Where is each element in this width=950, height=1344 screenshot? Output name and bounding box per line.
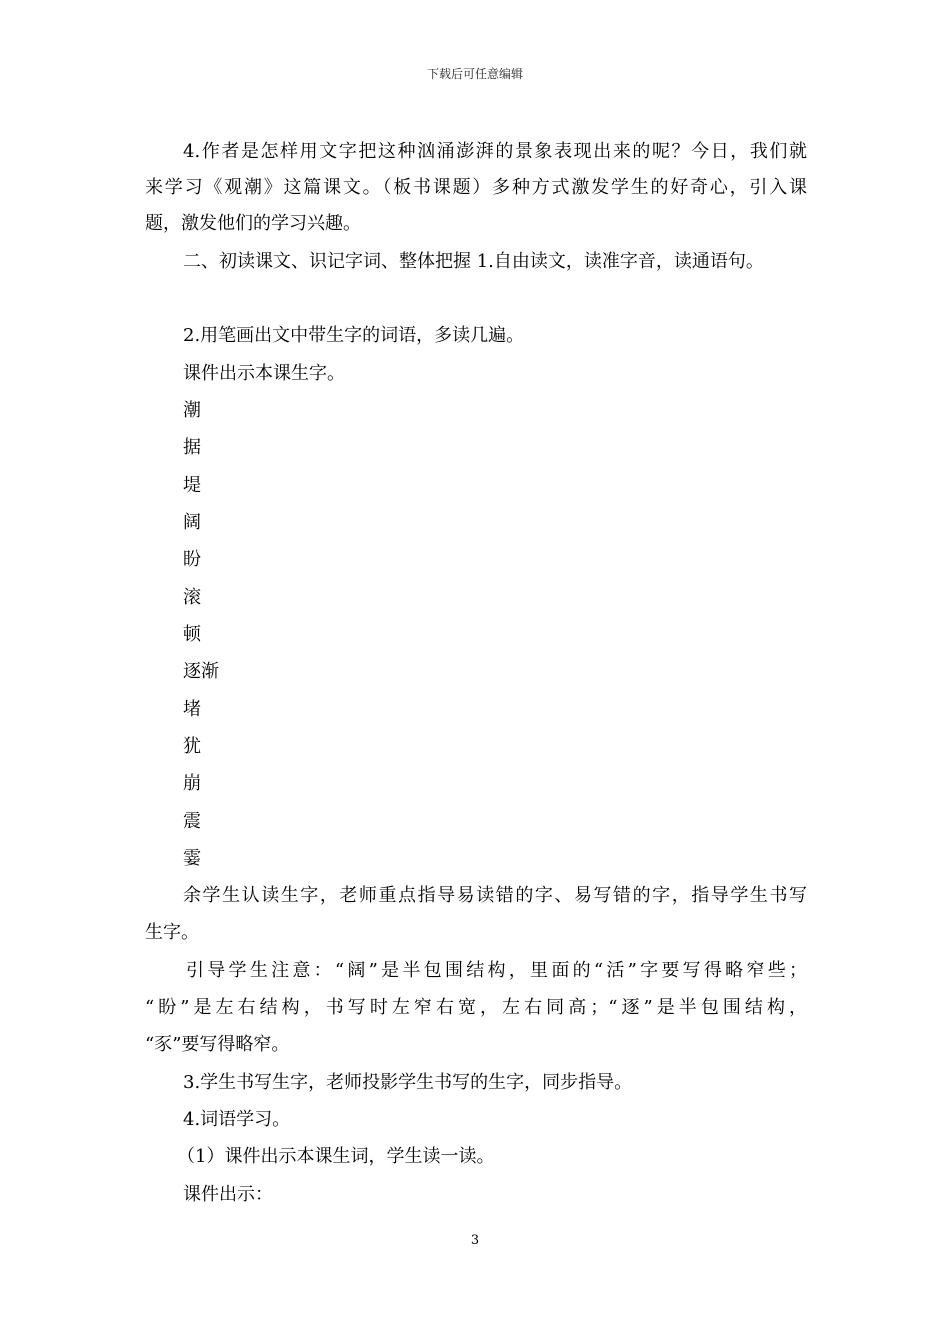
paragraph-step-4: 4.词语学习。: [183, 1109, 291, 1130]
new-character-item: 盼: [183, 549, 201, 570]
paragraph-intro-line-2: 来学习《观潮》这篇课文。（板书课题）多种方式激发学生的好奇心，引入课: [145, 177, 807, 198]
new-character-item: 阔: [183, 512, 201, 533]
paragraph-intro-line-3: 题，激发他们的学习兴趣。: [145, 213, 361, 234]
page-number: 3: [470, 1233, 480, 1248]
new-character-item: 滚: [183, 587, 201, 608]
paragraph-structure-note-line-1: 引导学生注意：“阔”是半包围结构，里面的“活”字要写得略窄些；: [186, 960, 807, 981]
section-heading-first-reading: 二、初读课文、识记字词、整体把握 1.自由读文，读准字音，读通语句。: [183, 251, 764, 272]
new-character-item: 崩: [183, 773, 201, 794]
paragraph-intro-line-1: 4.作者是怎样用文字把这种汹涌澎湃的景象表现出来的呢？今日，我们就: [183, 141, 807, 162]
paragraph-reading-guide-line-2: 生字。: [145, 922, 199, 943]
paragraph-structure-note-line-3: “豕”要写得略窄。: [145, 1034, 290, 1055]
paragraph-reading-guide-line-1: 余学生认读生字，老师重点指导易读错的字、易写错的字，指导学生书写: [183, 885, 807, 906]
new-character-item: 霎: [183, 848, 201, 869]
paragraph-step-2: 2.用笔画出文中带生字的词语，多读几遍。: [183, 325, 525, 346]
paragraph-vocab-reading: （1）课件出示本课生词，学生读一读。: [177, 1146, 495, 1167]
new-character-item: 潮: [183, 400, 201, 421]
new-character-item: 顿: [183, 624, 201, 645]
new-character-item: 震: [183, 811, 201, 832]
paragraph-structure-note-line-2: “盼”是左右结构，书写时左窄右宽，左右同高；“逐”是半包围结构，: [145, 997, 807, 1018]
paragraph-courseware-chars: 课件出示本课生字。: [183, 363, 345, 384]
paragraph-step-3: 3.学生书写生字，老师投影学生书写的生字，同步指导。: [183, 1072, 633, 1093]
new-character-item: 逐渐: [183, 661, 219, 682]
paragraph-courseware-show: 课件出示：: [183, 1184, 273, 1205]
new-character-item: 犹: [183, 736, 201, 757]
new-character-item: 据: [183, 437, 201, 458]
page-header: 下载后可任意编辑: [426, 67, 523, 81]
new-character-item: 堵: [183, 699, 201, 720]
new-character-item: 堤: [183, 475, 201, 496]
